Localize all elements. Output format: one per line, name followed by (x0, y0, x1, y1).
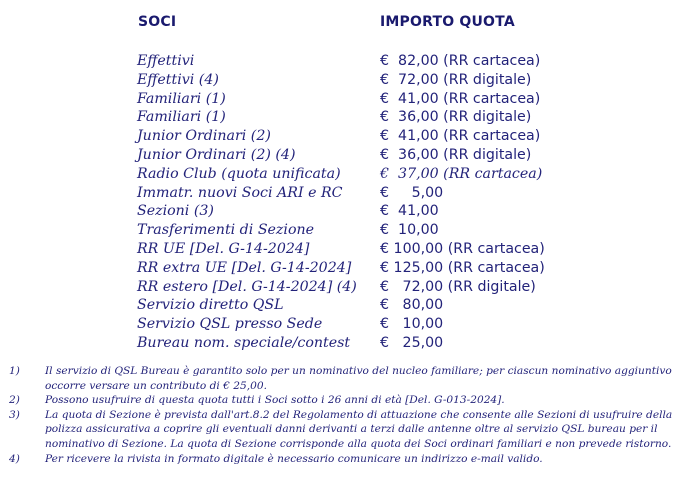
fee-amount: € 125,00 (RR cartacea) (380, 259, 545, 276)
fee-row (0, 297, 680, 316)
fee-row (0, 128, 680, 147)
fee-amount: € 72,00 (RR digitale) (380, 278, 536, 295)
footnote-text: Possono usufruire di questa quota tutti i Soci sotto i 26 anni di età [Del. G-013-2024]. (45, 394, 505, 407)
footnote-number: 2) (9, 394, 20, 407)
fee-row (0, 316, 680, 335)
fee-amount: € 10,00 (380, 222, 439, 239)
member-category: Trasferimenti di Sezione (137, 222, 315, 239)
fee-row (0, 147, 680, 166)
footnote-number: 1) (9, 365, 20, 377)
fee-amount: € 36,00 (RR digitale) (380, 146, 532, 163)
fee-row (0, 279, 680, 298)
member-category: Immatr. nuovi Soci ARI e RC (137, 184, 343, 201)
fee-amount: € 5,00 (380, 184, 444, 201)
member-category: Servizio QSL presso Sede (137, 316, 323, 333)
fee-amount: € 72,00 (RR digitale) (380, 71, 532, 88)
fee-amount: € 82,00 (RR cartacea) (380, 53, 541, 69)
fee-row (0, 241, 680, 260)
member-category: Familiari (1) (137, 90, 226, 107)
fee-amount: € 41,00 (RR cartacea) (380, 90, 541, 107)
footnote-text: Per ricevere la rivista in formato digitale è necessario comunicare un indirizzo e-mail valido. (45, 452, 543, 465)
member-category: Radio Club (quota unificata) (137, 165, 341, 182)
fee-amount: € 37,00 (RR cartacea) (380, 165, 543, 182)
footnote (0, 452, 680, 467)
fee-row (0, 166, 680, 185)
member-category: RR UE [Del. G-14-2024] (137, 240, 310, 257)
footnote-number: 4) (9, 452, 20, 465)
fee-row (0, 203, 680, 222)
footnote (0, 393, 680, 408)
member-category: Effettivi (4) (137, 71, 219, 88)
member-category: Servizio diretto QSL (137, 297, 284, 314)
fee-amount: € 41,00 (380, 203, 439, 220)
fee-amount: € 80,00 (380, 297, 444, 314)
member-category: Junior Ordinari (2) (137, 128, 271, 145)
fee-table (0, 53, 680, 354)
footnote-number: 3) (9, 408, 20, 421)
member-category: RR extra UE [Del. G-14-2024] (137, 259, 352, 276)
fee-amount: € 10,00 (380, 316, 444, 333)
member-category: Effettivi (137, 53, 195, 69)
fee-amount: € 41,00 (RR cartacea) (380, 128, 541, 145)
header-importo-quota: IMPORTO QUOTA (380, 14, 515, 30)
fee-row (0, 53, 680, 72)
member-category: Junior Ordinari (2) (4) (137, 146, 296, 163)
fee-row (0, 109, 680, 128)
footnote (0, 364, 680, 393)
footnote-text: Il servizio di QSL Bureau è garantito solo per un nominativo del nucleo familiare; per ciascun nominativo aggiuntivo occorre versare un contributo di € 25,00. (45, 365, 672, 392)
fee-row (0, 260, 680, 279)
fee-amount: € 25,00 (380, 334, 444, 351)
fee-amount: € 36,00 (RR digitale) (380, 109, 532, 126)
fee-row (0, 335, 680, 354)
fee-row (0, 185, 680, 204)
fee-amount: € 100,00 (RR cartacea) (380, 240, 545, 257)
footnotes (0, 364, 680, 466)
header-soci: SOCI (138, 14, 177, 30)
member-category: Familiari (1) (137, 109, 226, 126)
fee-row (0, 91, 680, 110)
member-category: RR estero [Del. G-14-2024] (4) (137, 278, 357, 295)
footnote-text: La quota di Sezione è prevista dall'art.8.2 del Regolamento di attuazione che consente alle Sezioni di usufruire della polizza assicurativa a coprire gli eventuali danni derivanti a terzi dalle antenne oltre al servizio QSL bureau per il nominativo di Sezione. La quota di Sezione corrisponde alla quota dei Soci ordinari familiari e non prevede ristorno. (45, 408, 673, 450)
member-category: Bureau nom. speciale/contest (137, 334, 351, 351)
member-category: Sezioni (3) (137, 203, 214, 220)
footnote (0, 408, 680, 452)
fee-row (0, 72, 680, 91)
fee-row (0, 222, 680, 241)
